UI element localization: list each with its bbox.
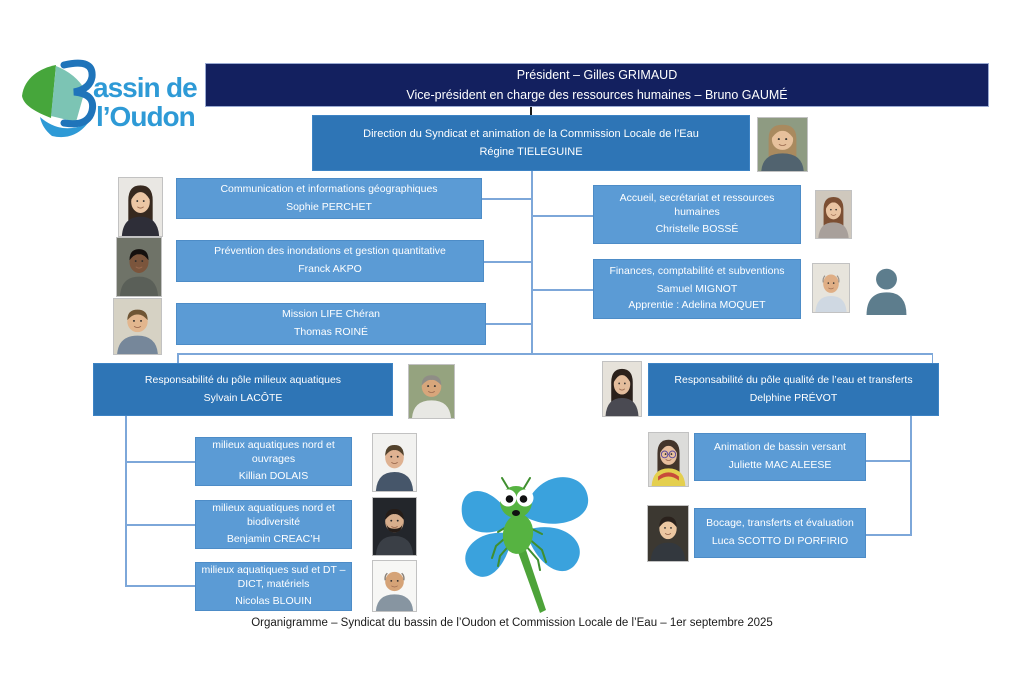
org-box-prevention-inondations xyxy=(176,240,484,282)
photo-samuel-mignot xyxy=(812,263,850,313)
role-label: Accueil, secrétariat et ressources humaines xyxy=(619,192,775,218)
connector-drop-left-pole xyxy=(177,353,179,363)
person-name: Delphine PRÉVOT xyxy=(749,391,838,404)
vacant-person-silhouette-icon xyxy=(858,264,915,315)
org-box-milieux-nord-biodiversite xyxy=(195,500,352,549)
photo-franck-akpo xyxy=(116,237,162,297)
role-label: milieux aquatiques sud et DT – DICT, matériels xyxy=(201,564,346,590)
role-label: milieux aquatiques nord et biodiversité xyxy=(212,502,335,528)
person-name: Samuel MIGNOT xyxy=(656,282,738,295)
person-name: Nicolas BLOUIN xyxy=(235,595,312,608)
connector-right-subtree-vertical xyxy=(910,416,912,536)
org-box-pole-qualite-eau xyxy=(648,363,939,416)
org-box-finances-comptabilite xyxy=(593,259,801,319)
org-box-direction xyxy=(312,115,750,171)
president-line: Président – Gilles GRIMAUD xyxy=(516,68,678,82)
connector-stub-creach xyxy=(125,524,195,526)
connector-stub-blouin xyxy=(125,585,195,587)
role-label: Bocage, transferts et évaluation xyxy=(706,517,854,530)
person-name: Juliette MAC ALEESE xyxy=(728,459,832,471)
role-label: Responsabilité du pôle qualité de l’eau et transferts xyxy=(674,373,913,386)
person-name: Benjamin CREAC’H xyxy=(226,533,321,546)
org-box-bocage-transferts xyxy=(694,508,866,558)
person-name: Luca SCOTTO DI PORFIRIO xyxy=(711,535,849,547)
photo-sylvain-lacote xyxy=(408,364,455,419)
connector-drop-right-pole xyxy=(932,353,934,363)
page-caption: Organigramme – Syndicat du bassin de l’Oudon et Commission Locale de l’Eau – 1er septembre 2025 xyxy=(251,617,773,629)
role-label: milieux aquatiques nord et ouvrages xyxy=(212,439,335,465)
bassin-de-loudon-logo xyxy=(14,56,210,140)
person-name: Sophie PERCHET xyxy=(286,200,372,213)
connector-stub-prevention xyxy=(482,261,532,263)
person-name: Régine TIELEGUINE xyxy=(479,146,583,158)
org-box-mission-life-cheran xyxy=(176,303,486,345)
photo-killian-dolais xyxy=(372,433,417,492)
logo-word-assin: assin xyxy=(93,72,160,103)
role-label: Animation de bassin versant xyxy=(714,441,846,454)
connector-poles-horizontal xyxy=(177,353,933,355)
vice-president-line: Vice-président en charge des ressources humaines – Bruno GAUMÉ xyxy=(406,88,788,102)
org-box-animation-bassin-versant xyxy=(694,433,866,481)
connector-stub-mac-aleese xyxy=(865,460,911,462)
org-box-milieux-sud-dict xyxy=(195,562,352,611)
role-label: Communication et informations géographiques xyxy=(220,182,438,195)
org-box-communication xyxy=(176,178,482,219)
person-name: Christelle BOSSÉ xyxy=(655,223,739,236)
role-label: Responsabilité du pôle milieux aquatiques xyxy=(144,373,342,386)
logo-green-shape xyxy=(22,65,56,118)
connector-stub-mission-life xyxy=(482,323,532,325)
logo-word-de: de xyxy=(166,72,197,103)
photo-thomas-roine xyxy=(113,298,162,355)
person-name: Franck AKPO xyxy=(298,263,362,275)
photo-juliette-mac-aleese xyxy=(648,432,689,487)
photo-benjamin-creach xyxy=(372,497,417,556)
role-label: Prévention des inondations et gestion quantitative xyxy=(214,245,446,258)
org-box-milieux-nord-ouvrages xyxy=(195,437,352,486)
photo-luca-scotto-di-porfirio xyxy=(647,505,689,562)
apprentice-name: Apprentie : Adelina MOQUET xyxy=(628,299,766,312)
photo-nicolas-blouin xyxy=(372,560,417,612)
role-label: Finances, comptabilité et subventions xyxy=(609,265,785,278)
role-label: Mission LIFE Chéran xyxy=(281,308,381,321)
person-name: Thomas ROINÉ xyxy=(293,326,369,338)
org-box-pole-milieux-aquatiques xyxy=(93,363,393,416)
role-label: Direction du Syndicat et animation de la Commission Locale de l’Eau xyxy=(363,127,699,140)
connector-stub-communication xyxy=(482,198,532,200)
photo-regine-tieleguine xyxy=(757,117,808,172)
connector-stub-scotto xyxy=(865,534,911,536)
connector-stub-finances xyxy=(532,289,593,291)
org-box-accueil-secretariat xyxy=(593,185,801,244)
person-name: Sylvain LACÔTE xyxy=(203,391,283,404)
connector-stub-accueil xyxy=(532,215,593,217)
logo-word-loudon: l’Oudon xyxy=(96,101,195,132)
photo-christelle-bosse xyxy=(815,190,852,239)
photo-sophie-perchet xyxy=(118,177,163,237)
connector-stub-dolais xyxy=(125,461,195,463)
president-banner xyxy=(205,63,989,107)
photo-delphine-prevot xyxy=(602,361,642,417)
connector-left-subtree-vertical xyxy=(125,416,127,586)
dragonfly-mascot-icon xyxy=(452,462,597,617)
person-name: Killian DOLAIS xyxy=(238,470,309,483)
